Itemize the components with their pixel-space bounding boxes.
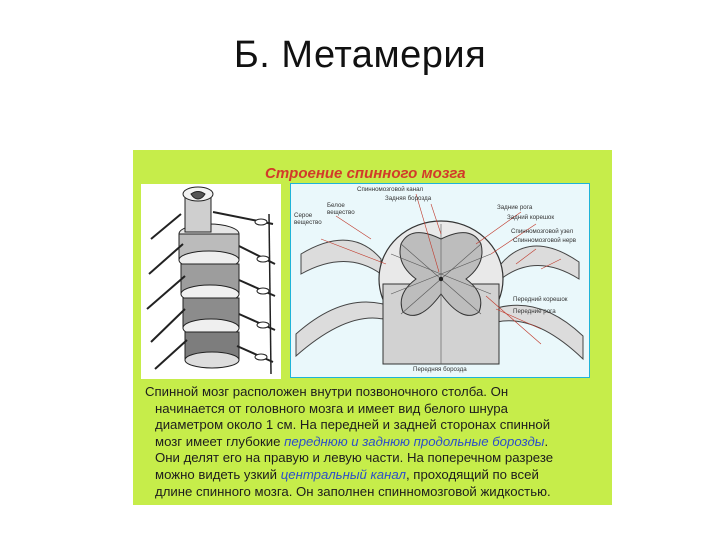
description-line-6-end: , проходящий по всей [405,466,539,482]
description-line-4 [145,434,605,451]
spinal-cord-figure [133,150,612,505]
figure-description [145,384,605,500]
vertebral-column-illustration [141,184,281,379]
label-spinal-ganglion: Спинномозговой узел [511,228,574,235]
label-white-matter: Белое вещество [327,202,355,216]
label-posterior-root: Задний корешок [507,214,555,221]
highlight-central-canal: центральный канал [280,466,406,482]
label-anterior-fissure: Передняя борозда [413,366,467,373]
description-line-5: Они делят его на правую и левую части. На поперечном разрезе [155,450,554,466]
slide-title: Б. Метамерия [233,34,487,76]
description-line-1: Спинной мозг расположен внутри позвоночного столба. Он [145,384,509,399]
figure-heading: Строение спинного мозга [265,165,466,182]
label-posterior-sulcus: Задняя борозда [385,195,432,202]
label-central-canal: Спинномозговой канал [357,186,424,193]
description-line-4-end: . [544,433,549,449]
label-anterior-root: Передний корешок [513,296,568,303]
label-posterior-horns: Задние рога [497,204,533,211]
label-gray-matter: Серое вещество [294,212,322,226]
highlight-sulci: переднюю и заднюю продольные борозды [284,433,545,449]
label-spinal-nerve: Спинномозговой нерв [513,237,576,244]
description-line-4-start: мозг имеет глубокие [155,433,285,449]
cross-section-diagram [290,183,590,378]
vertebral-column-drawing [141,184,281,379]
description-line-6 [145,467,605,484]
label-anterior-horns: Передние рога [513,308,556,315]
description-line-3: диаметром около 1 см. На передней и задней сторонах спинной [155,417,551,433]
description-line-6-start: можно видеть узкий [155,466,281,482]
description-line-2: начинается от головного мозга и имеет вид белого шнура [155,400,508,416]
description-line-7: длине спинного мозга. Он заполнен спинномозговой жидкостью. [155,483,551,499]
